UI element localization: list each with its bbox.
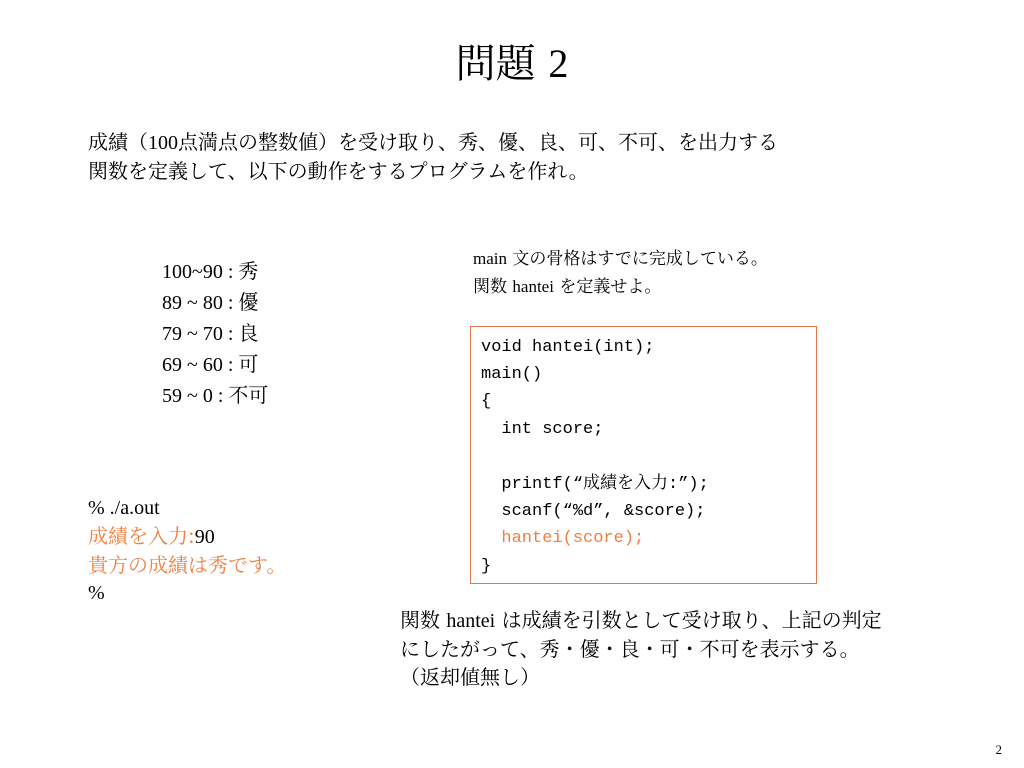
main-note-keyword: main (473, 249, 507, 268)
main-note-text: 文の骨格はすでに完成している。 (507, 249, 768, 269)
code-line: main() (481, 365, 543, 385)
terminal-result: 貴方の成績は秀です。 (88, 553, 287, 577)
terminal-input: 90 (194, 526, 215, 548)
problem-statement-line-2: 関数を定義して、以下の動作をするプログラムを作れ。 (88, 159, 589, 183)
grade-row (162, 380, 268, 411)
code-line: int score; (481, 419, 604, 439)
main-note-line-1 (473, 245, 768, 273)
function-description-line-2: にしたがって、秀・優・良・可・不可を表示する。 (400, 637, 860, 661)
grade-range: 100~90 : (162, 261, 239, 283)
function-description-text-c: は成績を引数として受け取り、上記の判定 (495, 608, 882, 632)
page-number: 2 (995, 742, 1002, 757)
problem-statement-line-1-a: 成績（ (88, 130, 148, 154)
terminal-command: % ./a.out (88, 497, 160, 519)
function-description-name: hantei (446, 610, 496, 632)
problem-statement-line-1 (88, 128, 778, 157)
code-line-blank (481, 443, 806, 470)
code-line: } (481, 556, 492, 576)
terminal-example (88, 494, 286, 607)
code-line: scanf(“%d”, &score); (481, 502, 706, 522)
terminal-prompt-line (88, 522, 286, 551)
grade-range: 69 ~ 60 : (162, 354, 239, 376)
code-printf-end: :”); (668, 475, 709, 495)
grade-label: 不可 (228, 383, 269, 407)
grade-label: 可 (238, 352, 259, 376)
problem-statement (88, 128, 778, 185)
code-printf-start: printf(“ (481, 475, 584, 495)
main-note-text-a: 関数 (473, 277, 513, 297)
slide-title-number: 2 (548, 41, 569, 86)
problem-statement-line-1-b: 点満点の整数値）を受け取り、秀、優、良、可、不可、を出力する (178, 130, 778, 154)
code-line: void hantei(int); (481, 338, 655, 357)
grade-range: 79 ~ 70 : (162, 323, 239, 345)
grade-row (162, 349, 268, 380)
grade-row (162, 287, 268, 318)
grade-label: 優 (238, 290, 259, 314)
terminal-end-prompt: % (88, 582, 105, 604)
code-line: { (481, 392, 492, 412)
code-printf-jp: 成績を入力 (583, 473, 669, 494)
function-description-line-1 (400, 606, 882, 635)
grade-row (162, 318, 268, 349)
code-line (481, 470, 806, 498)
main-note-line-2 (473, 273, 768, 301)
function-description (400, 606, 882, 691)
grade-table (162, 256, 268, 411)
grade-label: 秀 (238, 259, 259, 283)
problem-statement-line-1-num: 100 (148, 132, 178, 154)
grade-range: 59 ~ 0 : (162, 385, 229, 407)
grade-row (162, 256, 268, 287)
slide-title (0, 38, 1024, 90)
code-line-highlight: hantei(score); (481, 529, 645, 549)
main-note-function-name: hantei (512, 277, 554, 296)
grade-range: 89 ~ 80 : (162, 292, 239, 314)
code-box (470, 326, 817, 584)
terminal-prompt-colon: : (188, 524, 195, 548)
terminal-prompt: 成績を入力 (88, 524, 188, 548)
slide-title-text: 問題 (455, 41, 536, 87)
function-description-line-3: （返却値無し） (400, 665, 540, 689)
main-note (473, 245, 768, 301)
main-note-text-c: を定義せよ。 (553, 277, 662, 297)
grade-label: 良 (238, 321, 259, 345)
function-description-text-a: 関数 (400, 608, 447, 632)
